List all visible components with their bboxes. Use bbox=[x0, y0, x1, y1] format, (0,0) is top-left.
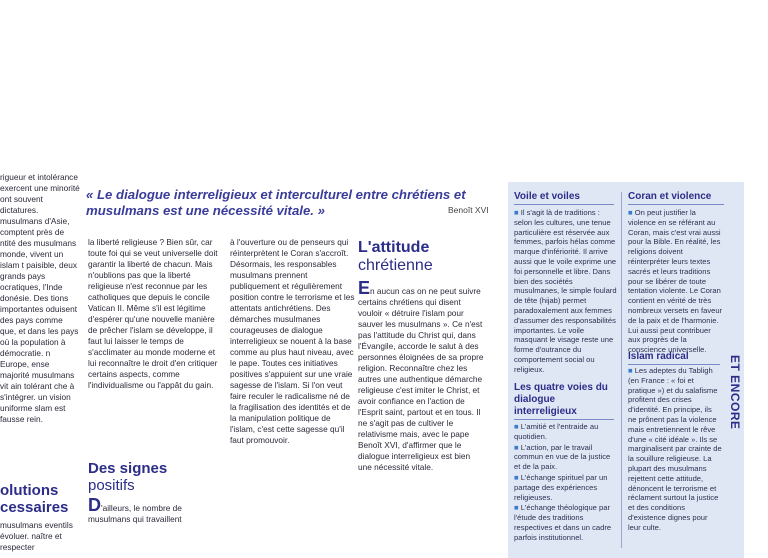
bullet-icon: ■ bbox=[514, 442, 521, 452]
bullet-icon: ■ bbox=[628, 366, 635, 375]
column-2 bbox=[88, 237, 220, 391]
column-4 bbox=[358, 278, 484, 473]
left-column-bottom bbox=[0, 520, 80, 553]
sidebar-divider bbox=[621, 192, 622, 548]
left-heading-line2: cessaires bbox=[0, 499, 69, 516]
quatre-voies-title: Les quatre voies du dialogue interreligieux bbox=[514, 382, 614, 420]
bullet-icon: ■ bbox=[628, 208, 635, 217]
signes-heading-line1: Des signes bbox=[88, 460, 168, 477]
islam-radical-title: Islam radical bbox=[628, 351, 720, 365]
pull-quote: « Le dialogue interreligieux et interculturel entre chrétiens et musulmans est une nécessité vitale. » bbox=[86, 187, 466, 218]
left-column bbox=[0, 172, 80, 425]
left-bottom-text: musulmans eventils évoluer. naître et respecter bbox=[0, 520, 73, 552]
list-item: ■ L'échange spirituel par un partage des expériences religieuses. bbox=[514, 472, 608, 502]
voile-box bbox=[514, 208, 618, 376]
coran-box bbox=[628, 208, 724, 356]
attitude-heading-line2: chrétienne bbox=[358, 257, 433, 274]
dropcap-d: D bbox=[88, 495, 101, 515]
coran-title: Coran et violence bbox=[628, 191, 724, 205]
quatre-voies-list bbox=[514, 422, 618, 544]
bullet-icon: ■ bbox=[514, 472, 521, 482]
bullet-icon: ■ bbox=[514, 503, 521, 513]
voile-text: Il s'agit là de traditions : selon les cultures, une tenue particulière est réservée aux femmes, parfois hélas comme marque d'infériorité. Il arrive aussi que le voile exprime une foi personnelle et libre. Dans bien des sociétés musulmanes, le simple foulard de tête (hijab) permet paradoxalement aux femmes d'assumer des responsabilités importantes. Le voile masquant le visage reste une forme d'outrance du comportement social ou religieux. bbox=[514, 208, 617, 374]
left-column-text: rigueur et intolérance exercent une minorité ont souvent dictatures. musulmans d'Asie, comptent près de ntité des musulmans monde, vivent un islam t paisible, deux grands pays ocratiques, l'Inde donésie. Des tions importantes oduisent des pays comme que, et dans les pays où la population à démocratie. n Europe, ense majorité musulmans vit ain tolérant che à s'intégrer. un vision uniforme slam est fausse rein. bbox=[0, 172, 80, 424]
islam-radical-text: Les adeptes du Tabligh (en France : « foi et pratique ») et du salafisme profitent des crises d'identité. En principe, ils ne prônent pas la violence mais entretiennent le rêve d'une « cité idéale ». Ils se marginalisent par crainte de la souillure religieuse. La plupart des musulmans rejettent cette attitude, dénoncent le terrorisme et réclament surtout la justice et des conditions d'existence dignes pour leur culte. bbox=[628, 366, 722, 532]
quote-author: Benoît XVI bbox=[448, 205, 489, 215]
et-encore-tab bbox=[724, 355, 742, 475]
column-4-text: n aucun cas on ne peut suivre certains chrétiens qui disent vouloir « détruire l'islam pour sauver les musulmans ». Ce n'est pas l'attitude du Christ qui, dans l'Évangile, accorde le salut à des personnes éloignées de sa propre religion. Reconnaître chez les autres une authentique démarche religieuse c'est imiter le Christ, et avoir confiance en l'action de l'Esprit saint, partout et en tous. Il ne s'agit pas de cultiver le relativisme mais, avec le pape Benoît XVI, d'affirmer que le dialogue interreligieux est bien une nécessité vitale. bbox=[358, 286, 484, 472]
left-heading-line1: olutions bbox=[0, 482, 59, 499]
list-item: ■ L'action, par le travail commun en vue de la justice et de la paix. bbox=[514, 442, 611, 472]
left-column-heading bbox=[0, 482, 68, 516]
section-heading-signes bbox=[88, 460, 167, 477]
coran-text: On peut justifier la violence en se référant au Coran, mais c'est vrai aussi pour la Bible. En réalité, les religions doivent réinterpréter leurs textes sacrés et leurs traditions pour se libérer de toute tentation violente. Le Coran contient en vérité de très nombreux versets en faveur de la paix et de l'harmonie. Lui aussi peut contribuer aux progrès de la conscience universelle. bbox=[628, 208, 723, 355]
column-3-text: à l'ouverture ou de penseurs qui réinterprètent le Coran s'accroît. Désormais, les responsables musulmans prennent publiquement et régulièrement position contre le terrorisme et les attentats antichrétiens. Des démarches musulmanes courageuses de dialogue interreligieux se nouent à la base comme au plus haut niveau, avec le pape. Toutes ces initiatives positives s'appuient sur une vraie sagesse de l'islam. Si l'on veut faire reculer le radicalisme né de la fragilisation des identités et de la manipulation politique de l'islam, c'est cette sagesse qu'il faut promouvoir. bbox=[230, 237, 355, 445]
list-item: ■ L'amitié et l'entraide au quotidien. bbox=[514, 422, 599, 441]
islam-radical-box bbox=[628, 366, 722, 534]
column-2-text: la liberté religieuse ? Bien sûr, car toute foi qui se veut universelle doit garantir la liberté de chacun. Mais n'oublions pas que la liberté religieuse n'est reconnue par les catholiques que depuis le concile Vatican II. Même s'il est légitime d'espérer qu'une nouvelle manière de prêcher l'islam se développe, il faut lui laisser le temps de s'acclimater au monde moderne et lui reconnaître le droit d'en critiquer certains aspects, comme l'individualisme ou l'appât du gain. bbox=[88, 237, 218, 390]
signes-heading-line2: positifs bbox=[88, 477, 135, 494]
dropcap-e: E bbox=[358, 278, 371, 298]
column-3 bbox=[230, 237, 356, 446]
blank-page-area bbox=[508, 0, 768, 170]
list-item: ■ L'échange théologique par l'étude des traditions respectives et dans un cadre parfois institutionnel. bbox=[514, 503, 612, 542]
et-encore-label: ET ENCORE bbox=[728, 355, 742, 430]
bullet-icon: ■ bbox=[514, 208, 521, 217]
column-2-bottom-text: 'ailleurs, le nombre de musulmans qui travaillent bbox=[88, 503, 182, 524]
voile-title: Voile et voiles bbox=[514, 191, 614, 205]
column-2-bottom bbox=[88, 495, 220, 525]
attitude-heading-line1: L'attitude bbox=[358, 239, 430, 256]
bullet-icon: ■ bbox=[514, 422, 521, 431]
